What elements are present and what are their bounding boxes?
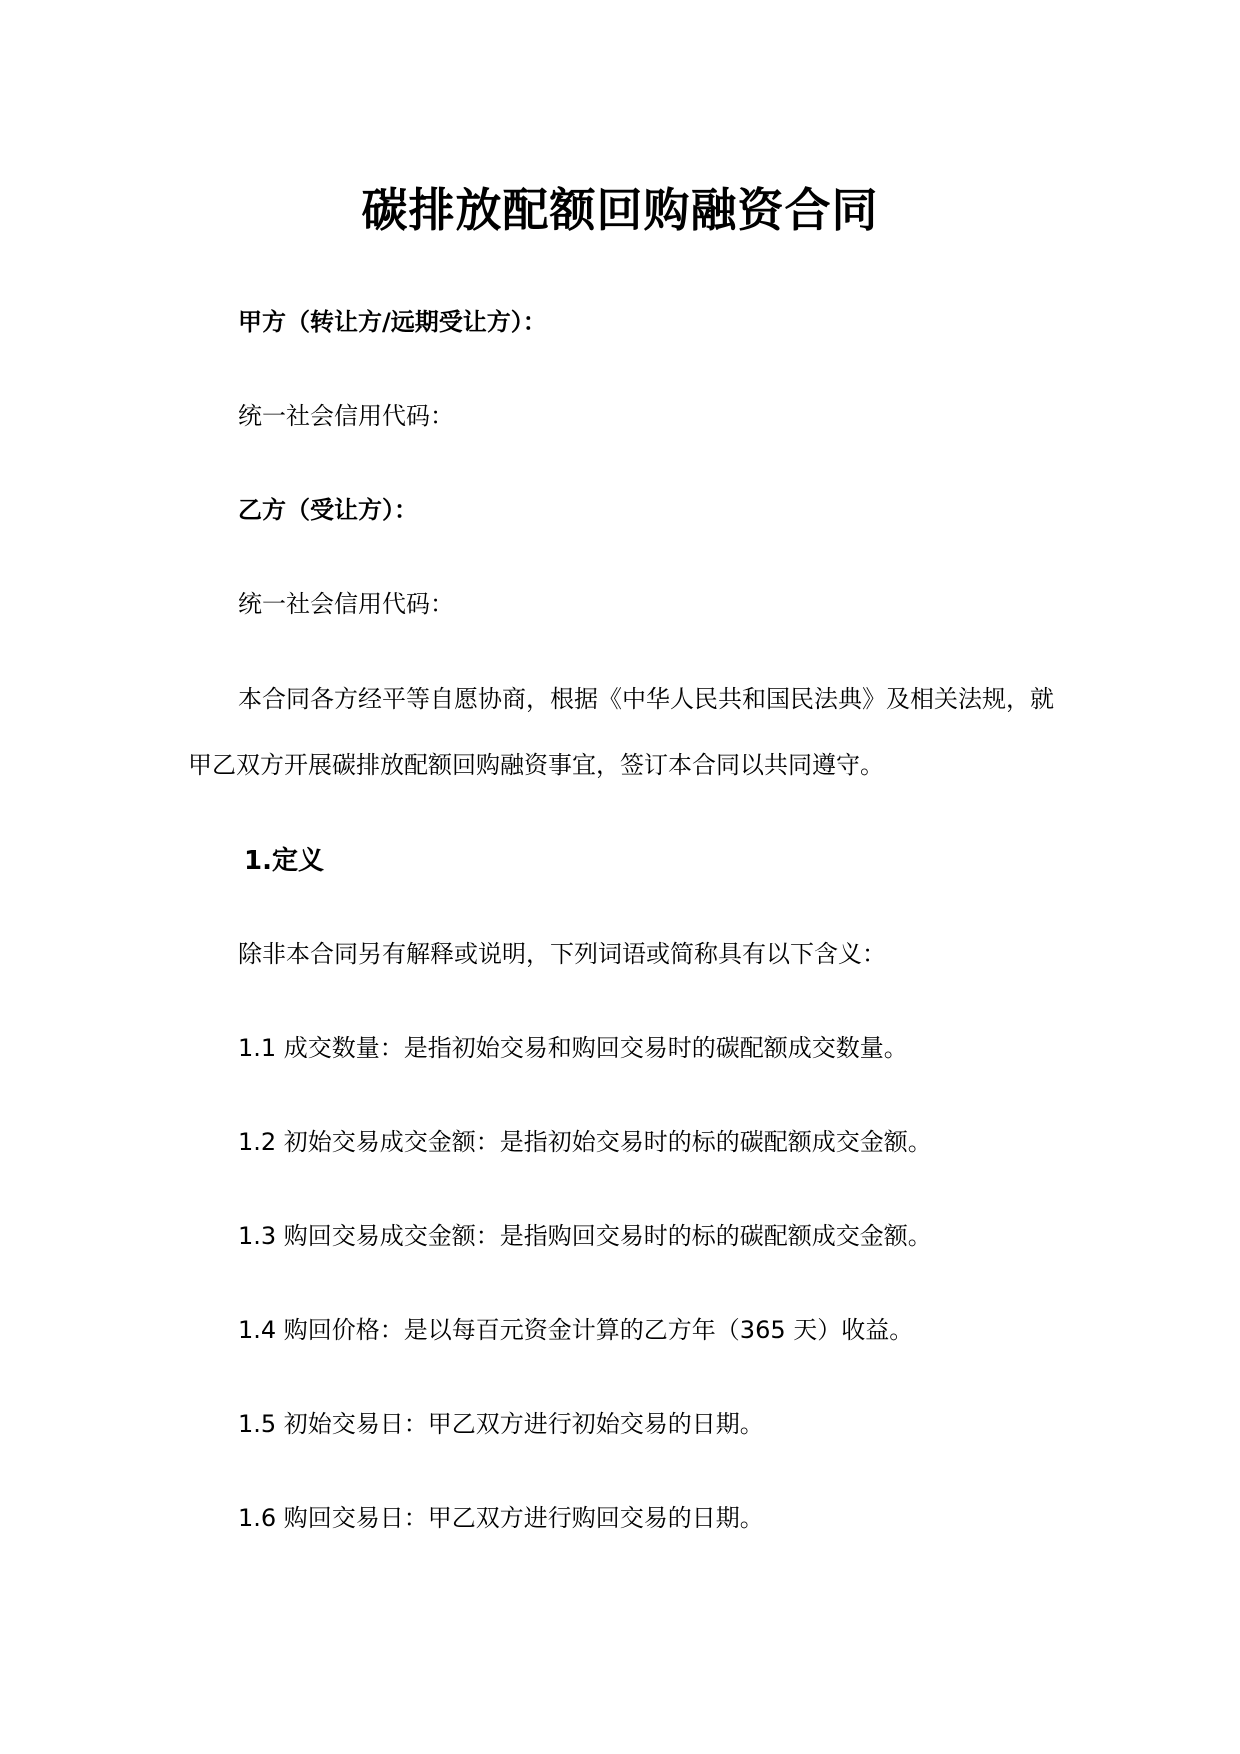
definition-item: 1.4 购回价格：是以每百元资金计算的乙方年（365 天）收益。 [238,1316,914,1344]
definition-item: 1.3 购回交易成交金额：是指购回交易时的标的碳配额成交金额。 [238,1222,932,1250]
contract-title: 碳排放配额回购融资合同 [361,183,879,237]
definition-item: 1.2 初始交易成交金额：是指初始交易时的标的碳配额成交金额。 [238,1128,932,1156]
section-1-heading: 1.定义 [244,846,324,876]
definition-item: 1.5 初始交易日：甲乙双方进行初始交易的日期。 [238,1410,764,1438]
definition-item: 1.6 购回交易日：甲乙双方进行购回交易的日期。 [238,1504,764,1532]
party-a-credit-code: 统一社会信用代码： [238,402,454,430]
party-b-label: 乙方（受让方）： [238,496,418,524]
party-b-credit-code: 统一社会信用代码： [238,590,454,618]
preamble-paragraph: 本合同各方经平等自愿协商，根据《中华人民共和国民法典》及相关法规，就甲乙双方开展碳排放配额回购融资事宜，签订本合同以共同遵守。 [188,685,1054,779]
party-a-label: 甲方（转让方/远期受让方）： [238,308,547,336]
definition-item: 1.1 成交数量：是指初始交易和购回交易时的碳配额成交数量。 [238,1034,908,1062]
section-1-intro: 除非本合同另有解释或说明，下列词语或简称具有以下含义： [238,940,886,968]
